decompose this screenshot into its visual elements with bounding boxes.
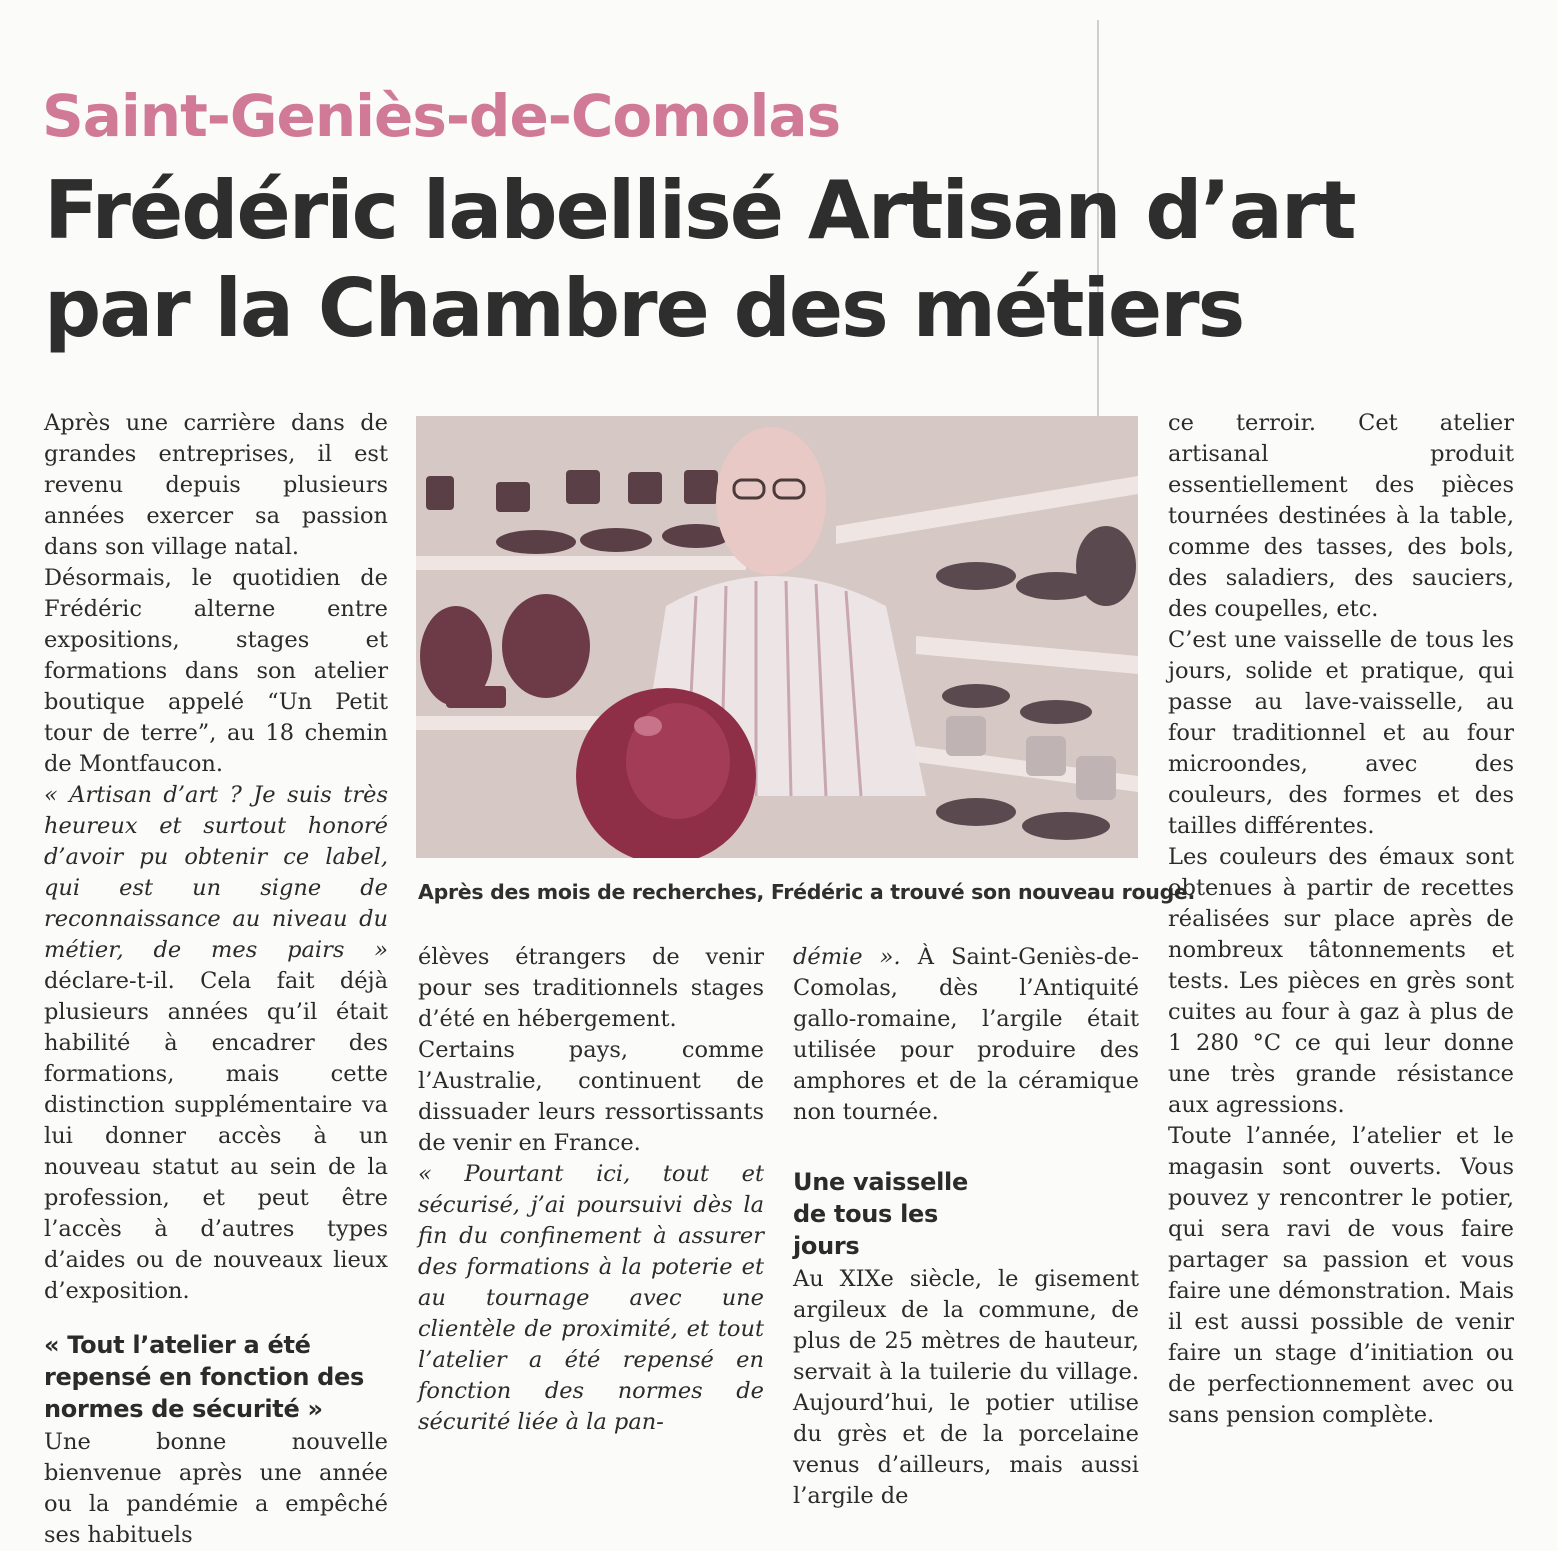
- col2-quote: « Pourtant ici, tout et sécurisé, j’ai poursuivi dès la fin du confinement à assurer des formations à la poterie et au tournage avec une clientèle de proximité, et tout l’atelier a été repensé en fonction des normes de sécurité liée à la pan-: [418, 1161, 764, 1435]
- col3-paragraph-1: [793, 942, 1139, 1128]
- col1-paragraph-3-rest: déclare-t-il. Cela fait déjà plusieurs années qu’il était habilité à encadrer des formations, mais cette distinction supplémentaire va lui donner accès à un nouveau statut au sein de la profession, et peut être l’accès à d’autres types d’aides ou de nouveaux lieux d’exposition.: [44, 968, 388, 1304]
- article-photo: [416, 416, 1138, 858]
- article-headline: [44, 162, 1355, 358]
- col3-quote-end: démie ».: [793, 944, 901, 970]
- col2-paragraph-2: Certains pays, comme l’Australie, continuent de dissuader leurs ressortissants de venir en France.: [418, 1037, 764, 1156]
- photo-caption: Après des mois de recherches, Frédéric a trouvé son nouveau rouge.: [418, 880, 1196, 904]
- col1-paragraph-2: Désormais, le quotidien de Frédéric alterne entre expositions, stages et formations dans son atelier boutique appelé “Un Petit tour de terre”, au 18 chemin de Montfaucon.: [44, 565, 388, 777]
- col1-paragraph-3: [44, 780, 388, 1307]
- column-3: [793, 942, 1139, 1512]
- column-1: [44, 408, 388, 1551]
- col3-paragraph-1-rest: À Saint-Geniès-de-Comolas, dès l’Antiquité gallo-romaine, l’argile était utilisée pour produire des amphores et de la céramique non tournée.: [793, 944, 1140, 1125]
- headline-line-2: par la Chambre des métiers: [44, 262, 1244, 355]
- column-4: [1168, 408, 1514, 1431]
- col1-quote: « Artisan d’art ? Je suis très heureux et surtout honoré d’avoir pu obtenir ce label, qui est un signe de reconnaissance au niveau du métier, de mes pairs »: [44, 782, 388, 963]
- col4-paragraph-4: Toute l’année, l’atelier et le magasin sont ouverts. Vous pouvez y rencontrer le potier, qui sera ravi de vous faire partager sa passion et vous faire une démonstration. Mais il est aussi possible de venir faire un stage d’initiation ou de perfectionnement avec ou sans pension complète.: [1168, 1123, 1514, 1428]
- col4-paragraph-3: Les couleurs des émaux sont obtenues à partir de recettes réalisées sur place après de nombreux tâtonnements et tests. Les pièces en grès sont cuites au four à gaz à plus de 1 280 °C ce qui leur donne une très grande résistance aux agressions.: [1168, 844, 1514, 1118]
- potter-photo-illustration: [416, 416, 1138, 858]
- article-kicker: Saint-Geniès-de-Comolas: [42, 82, 841, 150]
- col4-paragraph-1: ce terroir. Cet atelier artisanal produit essentiellement des pièces tournées destinées à la table, comme des tasses, des bols, des saladiers, des sauciers, des coupelles, etc.: [1168, 410, 1514, 622]
- col2-paragraph-1: élèves étrangers de venir pour ses traditionnels stages d’été en hébergement.: [418, 944, 764, 1032]
- col4-paragraph-2: C’est une vaisselle de tous les jours, solide et pratique, qui passe au lave-vaisselle, au four traditionnel et au four microondes, avec des couleurs, des formes et des tailles différentes.: [1168, 627, 1514, 839]
- col1-subheading: « Tout l’atelier a été repensé en fonction des normes de sécurité »: [44, 1331, 365, 1423]
- col3-subheading: Une vaisselle de tous les jours: [793, 1168, 968, 1260]
- col1-paragraph-1: Après une carrière dans de grandes entreprises, il est revenu depuis plusieurs années exercer sa passion dans son village natal.: [44, 410, 388, 560]
- col1-paragraph-4: Une bonne nouvelle bienvenue après une année ou la pandémie a empêché ses habituels: [44, 1429, 388, 1548]
- col3-paragraph-2: Au XIXe siècle, le gisement argileux de la commune, de plus de 25 mètres de hauteur, servait à la tuilerie du village. Aujourd’hui, le potier utilise du grès et de la porcelaine venus d’ailleurs, mais aussi l’argile de: [793, 1266, 1139, 1509]
- headline-line-1: Frédéric labellisé Artisan d’art: [44, 164, 1355, 257]
- column-2: [418, 942, 764, 1438]
